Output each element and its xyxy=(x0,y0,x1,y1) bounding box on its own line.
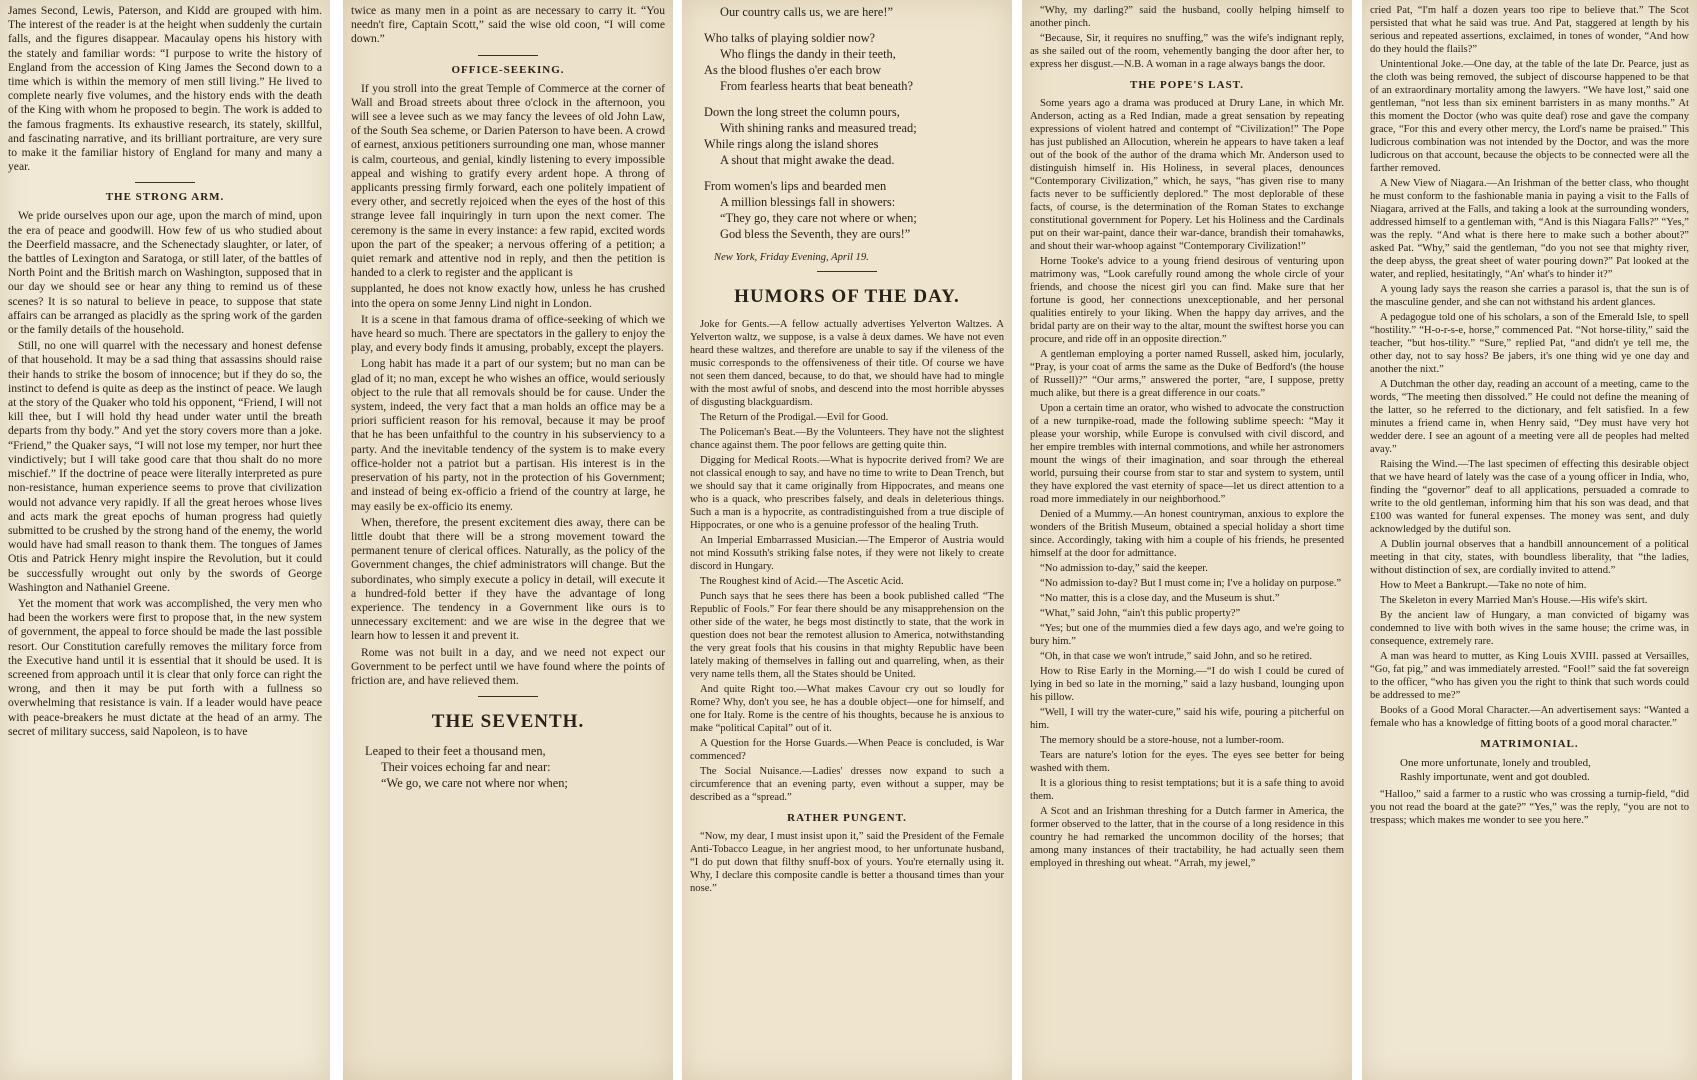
verse-line: From women's lips and bearded men xyxy=(704,179,887,193)
col3-paragraph: And quite Right too.—What makes Cavour cry out so loudly for Rome? Why, don't you see, he has a double object—one for himself, and one for Italy. Rome is the centre of his thoughts, because he is anxious to make “political Capital” out of it. xyxy=(690,684,1004,734)
col4-paragraph: “No admission to-day,” said the keeper. xyxy=(1040,563,1208,574)
col5-paragraph: By the ancient law of Hungary, a man convicted of bigamy was condemned to live with both wives in the same house; the crime was, in consequence, extremely rare. xyxy=(1370,610,1689,647)
dateline: New York, Friday Evening, April 19. xyxy=(714,252,869,263)
heading-the-seventh: THE SEVENTH. xyxy=(431,711,585,733)
col4-paragraph: Some years ago a drama was produced at Drury Lane, in which Mr. Anderson, acting as a Red Indian, made a great sensation by repeating expressions of violent hatred and contempt of “Civilization!” The Pope has just published an Allocution, wherein he appears to have taken a leaf out of the book of the author of the drama which Mr. Anderson used to distinguish himself in. His Holiness, in several places, denounces “Contemporary Civilization,” which, he says, “has given rise to many facts never to be sufficiently deplored.” The most deplorable of these facts, of course, is the determination of the Roman States to exchange constitutional government for Popery. Let his Holiness and the Cardinals put on their war-paint, dance their war-dance, brandish their tomahawks, and shout their war-whoop against “Contemporary Civilization!” xyxy=(1030,98,1344,252)
col4-paragraph: Horne Tooke's advice to a young friend desirous of venturing upon matrimony was, “Look carefully round among the whole circle of your friends, and choose the nicest girl you can find. Make sure that her fortune is good, her connections unexceptionable, and her personal qualities entirely to your liking. When the happy day arrives, and the bridal party are on their way to the altar, mount the swiftest horse you can procure, and ride off in an opposite direction.” xyxy=(1030,256,1344,345)
verse-line: A shout that might awake the dead. xyxy=(720,153,895,167)
col1-intro: James Second, Lewis, Paterson, and Kidd are grouped with him. The interest of the reader is at the height when suddenly the curtain falls, and the figures disappear. Macaulay opens his history with the stately and familiar words: “I purpose to write the history of England from the accession of King James the Second down to a time which is within the memory of men still living.” He lived to complete nearly five volumes, and the history ends with the death of the King with whom he proposed to begin. The work is added to the famous fragments. Its exhaustive research, its stately, skillful, and fascinating narrative, and its brilliant portraiture, are very sure to make it the familiar history of England for many and many a year. xyxy=(8,4,322,174)
verse-line: Our country calls us, we are here!” xyxy=(720,5,894,19)
verse-line: Who talks of playing soldier now? xyxy=(704,31,876,45)
verse-line: Rashly importunate, went and got doubled. xyxy=(1400,771,1590,783)
col4-paragraph: “No admission to-day? But I must come in; I've a holiday on purpose.” xyxy=(1040,578,1342,589)
col1-paragraph: We pride ourselves upon our age, upon the march of mind, upon the era of peace and goodwill. How few of us who studied about the Deerfield massacre, and the Schenectady slaughter, or later, of the battles of Lexington and Saratoga, or still later, of the battles of North Point and the British march on Washington, supposed that in our day we should see or hear any thing to remind us of these scenes? It is so natural to believe in peace, to suppose that state affairs can be arranged as placidly as the spring work of the garden or the family details of the household. xyxy=(8,209,322,337)
col3-paragraph: Digging for Medical Roots.—What is hypocrite derived from? We are not classical enough to say, and have no time to write to Dean Trench, but we should say that it came originally from Hippocrates, and means one who is a quack, who prescribes falsely, and deals in deleterious things. Such a man is a hypocrite, as contradistinguished from a true disciple of Hippocrates, or one who is a genuine professor of the healing Truth. xyxy=(690,455,1004,531)
column-3 xyxy=(682,0,1012,1080)
col3-paragraph: Joke for Gents.—A fellow actually advertises Yelverton Waltzes. A Yelverton waltz, we suppose, is a valse à deux dames. We have not even heard these waltzes, and therefore are unable to say if the vileness of the music corresponds to the offensiveness of their title. Of course we have not seen them danced, because, to do that, we should have had to mingle with the most awful of snobs, and descend into the most horrible abysses of disgusting blackguardism. xyxy=(690,319,1004,408)
col5-paragraph: Raising the Wind.—The last specimen of effecting this desirable object that we have heard of lately was the case of a young officer in India, who, finding the “governor” deaf to all applications, persuaded a comrade to write to the old gentleman, informing him that his son was dead, and that £100 was wanted for funeral expenses. The money was sent, and duly acknowledged by the dutiful son. xyxy=(1370,459,1689,535)
col4-paragraph: “Oh, in that case we won't intrude,” said John, and so he retired. xyxy=(1040,651,1312,662)
col5-paragraph: A young lady says the reason she carries a parasol is, that the sun is of the masculine gender, and she can not withstand his ardent glances. xyxy=(1370,284,1689,308)
heading-matrimonial: MATRIMONIAL. xyxy=(1480,738,1579,750)
col5-paragraph: A Dublin journal observes that a handbill announcement of a political meeting in that city, states, with boundless liberality, that “the ladies, without distinction of sex, are cordially invited to attend.” xyxy=(1370,539,1689,576)
verse-line: While rings along the island shores xyxy=(704,137,879,151)
verse-line: One more unfortunate, lonely and troubled, xyxy=(1400,757,1591,769)
col5-paragraph: Books of a Good Moral Character.—An advertisement says: “Wanted a female who has a knowledge of fitting boots of a good moral character.” xyxy=(1370,705,1689,729)
col5-paragraph: “Halloo,” said a farmer to a rustic who was crossing a turnip-field, “did you not read the board at the gate?” “Yes,” was the reply, “you are not to trespass; which makes me wonder to see you here.” xyxy=(1370,789,1689,826)
verse-line: God bless the Seventh, they are ours!” xyxy=(720,227,911,241)
col4-paragraph: The memory should be a store-house, not a lumber-room. xyxy=(1040,735,1284,746)
col4-paragraph: “No matter, this is a close day, and the Museum is shut.” xyxy=(1040,593,1280,604)
poem-stanza xyxy=(704,178,1004,242)
col5-paragraph: Unintentional Joke.—One day, at the table of the late Dr. Pearce, just as the cloth was being removed, the subject of discourse happened to be that of an extraordinary mortality among the lawyers. “We have lost,” said one gentleman, “not less than six eminent barristers in as many months.” At this moment the Doctor (who was quite deaf) rose and gave the company grace, “For this and every other mercy, the Lord's name be praised.” This ludicrous combination was not intended by the Doctor, and was the more ludicrous on that account, because the objects to be connected were all the farther removed. xyxy=(1370,59,1689,174)
col3-paragraph: The Policeman's Beat.—By the Volunteers. They have not the slightest chance against them. The poor fellows are getting quite thin. xyxy=(690,427,1004,451)
poem-stanza xyxy=(704,104,1004,168)
heading-office-seeking: OFFICE-SEEKING. xyxy=(451,63,565,76)
col4-paragraph: “Because, Sir, it requires no snuffing,” was the wife's indignant reply, as she sailed out of the room, vehemently banging the door after her, to express her disgust.—N.B. A woman in a rage always bangs the door. xyxy=(1030,33,1344,70)
col4-paragraph: Tears are nature's lotion for the eyes. The eyes see better for being washed with them. xyxy=(1030,750,1344,774)
divider xyxy=(478,696,538,697)
col5-paragraph: A pedagogue told one of his scholars, a son of the Emerald Isle, to spell “hostility.” “H-o-r-s-e, horse,” commenced Pat. “Not horse-tility,” said the teacher, “but hos-tility.” “Sure,” replied Pat, “and didn't ye tell me, the other day, not to say hoss? Be jabers, it's one thing wid ye one day and another the nixt.” xyxy=(1370,312,1689,375)
col2-paragraph: When, therefore, the present excitement dies away, there can be little doubt that there will be a strong movement toward the permanent tenure of clerical offices. Naturally, as the policy of the Government changes, the chief administrators will change. But the subordinates, who simply execute a policy in detail, will execute it a hundred-fold better if they have the advantage of long experience. The tendency in a Government like ours is to unnecessary excitement: and we are wise in the degree that we learn how to lessen it and prevent it. xyxy=(351,515,665,643)
column-2 xyxy=(343,0,673,1080)
verse-line: Their voices echoing far and near: xyxy=(381,760,551,775)
verse-line: With shining ranks and measured tread; xyxy=(720,121,917,135)
col4-paragraph: It is a glorious thing to resist temptations; but it is a safe thing to avoid them. xyxy=(1030,778,1344,802)
col3-paragraph: The Social Nuisance.—Ladies' dresses now expand to such a circumference that an evening party, even without a supper, may be described as a “spread.” xyxy=(690,766,1004,803)
heading-popes-last: THE POPE'S LAST. xyxy=(1130,79,1244,91)
col4-paragraph: Denied of a Mummy.—An honest countryman, anxious to explore the wonders of the British Museum, obtained a special holiday a short time since. Accordingly, taking with him a couple of his friends, he presented himself at the door for admittance. xyxy=(1030,509,1344,559)
divider xyxy=(817,271,877,272)
verse-line: Down the long street the column pours, xyxy=(704,105,900,119)
verse-line: Who flings the dandy in their teeth, xyxy=(720,47,896,61)
col4-paragraph: “Why, my darling?” said the husband, coolly helping himself to another pinch. xyxy=(1030,5,1344,29)
col2-paragraph: Long habit has made it a part of our system; but no man can be glad of it; no man, except he who wishes an office, would seriously object to the rule that all removals should be for cause. Under the system, indeed, the very fact that a man holds an office may be a priori sufficient reason for his removal, because it may be proof that he has been unfaithful to the country in his subserviency to a party. And the inevitable tendency of the system is to make every office-holder not a patriot but a partisan. His interest is in the preservation of his party, not in the protection of his Government; and instead of being ex-officio a friend of the country at large, he may easily be ex-officio its enemy. xyxy=(351,357,665,513)
heading-rather-pungent: RATHER PUNGENT. xyxy=(787,812,907,824)
col5-intro: cried Pat, “I'm half a dozen years too ripe to believe that.” The Scot persisted that what he said was true. And Pat, staggered at length by his serious and repeated assertions, exclaimed, in tones of wonder, “And how do they hould the flails?” xyxy=(1370,5,1689,55)
verse-line: “We go, we care not where nor when; xyxy=(381,776,568,791)
divider xyxy=(478,55,538,56)
col4-paragraph: A gentleman employing a porter named Russell, asked him, jocularly, “Pray, is your coat of arms the same as the Duke of Bedford's (the house of Russell)?” “Our arms,” answered the porter, “are, I suppose, pretty much alike, but there is a great difference in our coats.” xyxy=(1030,349,1344,399)
verse-line: Leaped to their feet a thousand men, xyxy=(365,744,546,759)
heading-strong-arm: THE STRONG ARM. xyxy=(105,191,225,204)
poem-seventh-start xyxy=(365,743,665,791)
col2-paragraph: Rome was not built in a day, and we need not expect our Government to be perfect until we have found where the points of friction are, and have relieved them. xyxy=(351,645,665,687)
col1-paragraph: Yet the moment that work was accomplished, the very men who had been the workers were first to propose that, in the new system of government, the appeal to force should be made the last possible resort. Our Constitution carefully removes the military force from the Executive hand until it is essential that it should be used. It is screened from approach until it is clear that only force can right the wrong, and then it may be put forth with a fullness so overwhelming that resistance is vain. If a leader would have peace with peace-breakers he must dictate at the head of an army. The secret of military success, said Napoleon, is to have xyxy=(8,596,322,738)
col5-paragraph: A man was heard to mutter, as King Louis XVIII. passed at Versailles, “Go, fat pig,” and was immediately arrested. “Fool!” said the fat sovereign to the officer, “who has given you the right to think that such words could be addressed to me?” xyxy=(1370,651,1689,701)
col4-paragraph: “Well, I will try the water-cure,” said his wife, pouring a pitcherful on him. xyxy=(1030,707,1344,731)
divider xyxy=(135,182,195,183)
col3-paragraph: Punch says that he sees there has been a book published called “The Republic of Fools.” For fear there should be any misapprehension on the other side of the water, he begs most distinctly to state, that the work in question does not bear the remotest allusion to America, notwithstanding the very great fools that his cousins in that mighty Republic have been lately making of themselves in falling out and quarreling, when, as their very name tells them, all the States should be United. xyxy=(690,591,1004,680)
col3-paragraph: The Roughest kind of Acid.—The Ascetic Acid. xyxy=(700,576,904,587)
column-4 xyxy=(1022,0,1352,1080)
col2-intro: twice as many men in a point as are necessary to carry it. “You needn't fire, Captain Scott,” said the wise old coon, “I will come down.” xyxy=(351,4,665,46)
col4-paragraph: How to Rise Early in the Morning.—“I do wish I could be cured of lying in bed so late in the morning,” said a lazy husband, lounging upon his pillow. xyxy=(1030,666,1344,703)
col4-paragraph: Upon a certain time an orator, who wished to advocate the construction of a new turnpike-road, made the following sublime speech: “May it please your worship, while Europe is convulsed with civil discord, and her empire trembles with internal commotions, and while her astronomers mount the wings of their imagination, and soar through the ethereal world, pursuing their course from star to star and system to system, until they have explored the vast eternity of space—let us direct attention to a road more immediately in our neighborhood.” xyxy=(1030,403,1344,505)
column-5 xyxy=(1362,0,1697,1080)
col5-paragraph: A New View of Niagara.—An Irishman of the better class, who thought he must conform to the fashionable mania in paying a visit to the Falls of Niagara, arrived at the Falls, and taking a look at the surrounding wonders, addressed himself to a gentleman with, “And is this Niagara Falls?” “Yes,” was the reply. “And what is there here to make such a bother about?” asked Pat. “Why,” said the gentleman, “do you not see that mighty river, the deep abyss, the great sheet of water pouring down?” Pat looked at the water, and replied, hesitatingly, “An' what's to hinder it?” xyxy=(1370,178,1689,280)
poem-stanza xyxy=(704,4,1004,20)
verse-line: A million blessings fall in showers: xyxy=(720,195,896,209)
col3-paragraph: An Imperial Embarrassed Musician.—The Emperor of Austria would not mind Kossuth's striking false notes, if they were not likely to create discord in Hungary. xyxy=(690,535,1004,572)
verse-line: “They go, they care not where or when; xyxy=(720,211,917,225)
col5-paragraph: How to Meet a Bankrupt.—Take no note of him. xyxy=(1380,580,1587,591)
col4-paragraph: A Scot and an Irishman threshing for a Dutch farmer in America, the former observed to the latter, that in the course of a long residence in this country he had remarked the uncommon docility of the horses; that among many instances of their tractability, he had actually seen them employed in threshing out wheat. “Arrah, my jewel,” xyxy=(1030,806,1344,869)
col4-paragraph: “What,” said John, “ain't this public property?” xyxy=(1040,608,1241,619)
poem-matrimonial xyxy=(1384,756,1689,784)
col5-paragraph: A Dutchman the other day, reading an account of a meeting, came to the words, “The meeting then dissolved.” He could not define the meaning of the latter, so he referred to the dictionary, and felt satisfied. In a few minutes a friend came in, when Henry said, “Dey must have very hot wedder dere. I see an agount of a meeting vere all de peoples had melted avay.” xyxy=(1370,379,1689,455)
col4-paragraph: “Yes; but one of the mummies died a few days ago, and we're going to bury him.” xyxy=(1030,623,1344,647)
col5-paragraph: The Skeleton in every Married Man's House.—His wife's skirt. xyxy=(1380,595,1648,606)
col3-paragraph: A Question for the Horse Guards.—When Peace is concluded, is War commenced? xyxy=(690,738,1004,762)
col2-paragraph: supplanted, he does not know exactly how, unless he has crushed into the opera on some Jenny Lind night in London. xyxy=(351,282,665,310)
col3-paragraph: The Return of the Prodigal.—Evil for Good. xyxy=(700,412,889,423)
verse-line: As the blood flushes o'er each brow xyxy=(704,63,882,77)
column-1 xyxy=(0,0,330,1080)
col3-paragraph: “Now, my dear, I must insist upon it,” said the President of the Female Anti-Tobacco League, in her angriest mood, to her unfortunate husband, “I do put down that filthy snuff-box of yours. You're eternally using it. Why, I declare this composite candle is better a thousand times than your nose.” xyxy=(690,831,1004,894)
col1-paragraph: Still, no one will quarrel with the necessary and honest defense of that household. It may be a sad thing that assassins should raise their hands to strike the bosom of innocence; but if they do so, the instinct to defend is quite as deep as the instinct of peace. We laugh at the story of the Quaker who told his opponent, “Friend, I will not kill thee, but I will hold thy head under water until the breath departs from thy body.” And yet the story covers more than a joke. “Friend,” the Quaker says, “I will not lose my temper, nor hurt thee vindictively; but I will take good care that thou shalt do no more mischief.” If the doctrine of peace were literally interpreted as pure non-resistance, human experience seems to prove that civilization would not advance very rapidly. If all the great heroes whose lives and acts mark the great epochs of human progress had quietly submitted to be crushed by the strong hand of the enemy, the world would have had small reason to thank them. The tongues of James Otis and Patrick Henry might inspire the Revolution, but it could be successfully wrought out only by the swords of George Washington and Nathaniel Greene. xyxy=(8,339,322,594)
verse-line: From fearless hearts that beat beneath? xyxy=(720,79,914,93)
col2-paragraph: If you stroll into the great Temple of Commerce at the corner of Wall and Broad streets about three o'clock in the afternoon, you will see a levee such as we may fancy the levees of old John Law, of the South Sea scheme, or Darien Paterson to have been. A crowd of earnest, anxious petitioners surrounding one man, whose manner is calm, courteous, and genial, kindly listening to every impossible appeal and wishing to gratify every ardent hope. A throng of applicants pressing firmly forward, each one politely impatient of every other, and secretly rejoiced when the eyes of the host of this strange levee fall inquiringly in turn upon the next comer. The ceremony is the same in every instance: a few rapid, excited words upon the part of the speaker; a nervous offering of a petition; a quiet remark and attentive nod in reply, and then the petition is handed to a clerk to register and the applicant is xyxy=(351,81,665,280)
col2-paragraph: It is a scene in that famous drama of office-seeking of which we have heard so much. There are spectators in the gallery to enjoy the play, and every body finds it amusing, probably, except the players. xyxy=(351,312,665,355)
poem-stanza xyxy=(704,30,1004,94)
heading-humors-of-the-day: HUMORS OF THE DAY. xyxy=(734,286,960,307)
